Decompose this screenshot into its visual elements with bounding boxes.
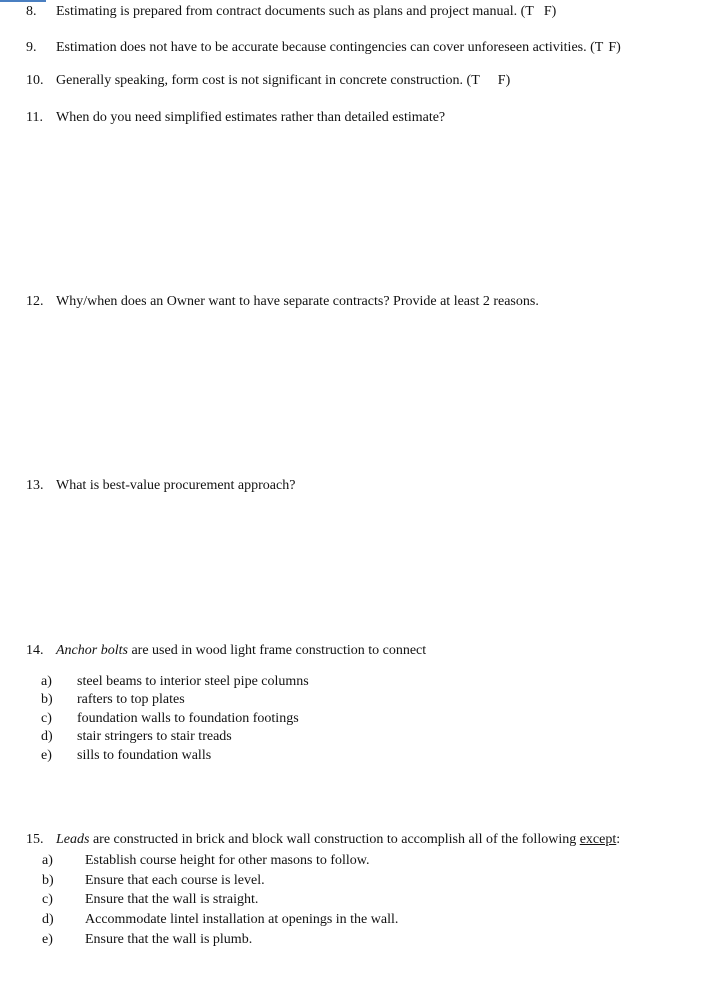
question-9 [26,40,621,56]
question-text: When do you need simplified estimates rather than detailed estimate? [56,110,446,125]
question-term: Anchor bolts [56,643,128,658]
question-text: Estimating is prepared from contract documents such as plans and project manual. (T [56,4,534,19]
question-12 [26,294,539,310]
question-13 [26,478,295,494]
question-number: 12. [26,294,44,309]
question-number: 15. [26,832,44,847]
question-number: 9. [26,40,37,55]
question-11 [26,110,445,126]
question-number: 10. [26,73,44,88]
option-b: b) rafters to top plates [41,692,185,707]
question-number: 14. [26,643,44,658]
false-option: F) [543,4,557,19]
option-c: c) foundation walls to foundation footings [41,711,299,726]
option-d: d) Accommodate lintel installation at openings in the wall. [42,912,399,927]
option-c: c) Ensure that the wall is straight. [42,892,259,907]
question-term: Leads [56,832,90,847]
question-text: are constructed in brick and block wall construction to accomplish all of the following [92,832,577,847]
question-text: Generally speaking, form cost is not significant in concrete construction. (T [56,73,480,88]
question-number: 8. [26,4,37,19]
option-b: b) Ensure that each course is level. [42,873,265,888]
question-14 [26,643,426,659]
question-text: What is best-value procurement approach? [56,478,296,493]
false-option: F) [497,73,511,88]
question-8 [26,4,556,20]
top-divider [0,0,46,2]
question-15: 15. Leads are constructed in brick and block wall construction to accomplish all of the following except: [26,832,621,847]
option-d: d) stair stringers to stair treads [41,729,232,744]
option-a: a) Establish course height for other masons to follow. [42,853,370,868]
question-number: 11. [26,110,43,125]
option-a: a) steel beams to interior steel pipe columns [41,674,309,689]
option-e: e) sills to foundation walls [41,748,212,763]
option-e: e) Ensure that the wall is plumb. [42,932,253,947]
question-text: are used in wood light frame construction to connect [131,643,427,658]
question-number: 13. [26,478,44,493]
false-option: F) [608,40,621,55]
except-word: except [579,832,617,847]
question-text: Why/when does an Owner want to have separate contracts? Provide at least 2 reasons. [56,294,539,309]
question-10 [26,73,510,89]
question-text: Estimation does not have to be accurate because contingencies can cover unforeseen activities. (T [56,40,604,55]
